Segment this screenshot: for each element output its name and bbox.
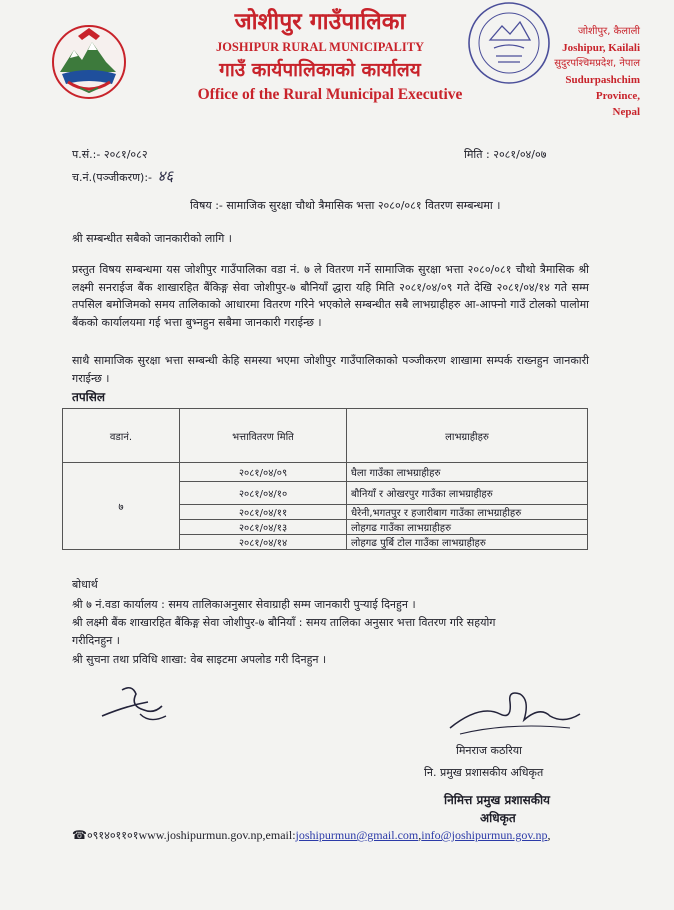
email-link-gmail[interactable]: joshipurmun@gmail.com (295, 828, 419, 842)
body-paragraph-1: प्रस्तुत विषय सम्बन्धमा यस जोशीपुर गाउँपालिका वडा नं. ७ ले वितरण गर्ने सामाजिक सुरक्षा भत्ता २०८०/०८१ चौथो त्रैमासिक श्री लक्ष्मी सनराईज बैंक शाखारहित बैंकिङ्ग सेवा जोशीपुर-७ बौनियाँ द्धारा यहि मिति २०८१/०४/०९ गते देखि २०८१/०४/१४ गते सम्म तपसिल बमोजिमको समय तालिकाको आधारमा वितरण गरिने भएकोले सम्बन्धीत सबै लाभग्राहीहरु आ-आफ्नो गाउँ टोलको पालोमा बैंकको कार्यालयमा गई भत्ता बुभ्नहुन सबैमा जानकारी गराईन्छ । (72, 263, 589, 329)
address-nepali-1: जोशीपुर, कैलाली (578, 26, 640, 37)
signatory-name: मिनराज कठरिया (456, 744, 522, 757)
table-header-row (63, 409, 588, 463)
date-cell: २०८१/०४/११ (180, 505, 347, 520)
address-nepali-2: सुदुरपश्चिमप्रदेश, नेपाल (554, 58, 640, 69)
stamp-title-line-1: निमित्त प्रमुख प्रशासकीय (444, 793, 551, 807)
body-paragraph-2: साथै सामाजिक सुरक्षा भत्ता सम्बन्धी केहि समस्या भएमा जोशीपुर गाउँपालिकाको पञ्जीकरण शाखामा सम्पर्क राख्नहुन जानकारी गराईन्छ । (72, 354, 589, 385)
salutation: श्री सम्बन्धीत सबैको जानकारीको लागि । (72, 232, 232, 245)
website-link[interactable]: www.joshipurmun.gov.np, (138, 828, 266, 842)
address-english-2: Sudurpashchim Province, (565, 74, 640, 102)
official-signature (440, 684, 590, 740)
email-separator: , (418, 828, 422, 842)
beneficiaries-cell: लोहगढ पुर्बि टोल गाउँका लाभग्राहीहरु (347, 535, 588, 550)
dispatch-number-label: च.नं.(पञ्जीकरण):- (72, 171, 153, 184)
beneficiaries-cell: घैला गाउँका लाभग्राहीहरु (347, 463, 588, 482)
dispatch-number-handwritten: ४६ (157, 167, 174, 185)
header-ward: वडानं. (63, 409, 180, 463)
distribution-schedule-table (62, 408, 588, 550)
tapasil-heading: तपसिल (72, 390, 106, 404)
contact-footer (72, 828, 551, 843)
table-row (63, 463, 588, 482)
municipality-name-english: JOSHIPUR RURAL MUNICIPALITY (215, 40, 425, 54)
beneficiaries-cell: धैरेनी,भगतपुर र हजारीबाग गाउँका लाभग्राहीहरु (347, 505, 588, 520)
date-cell: २०८१/०४/०९ (180, 463, 347, 482)
municipality-name-nepali: जोशीपुर गाउँपालिका (234, 8, 406, 35)
email-end: , (547, 828, 551, 842)
letter-date: मिति : २०८१/०४/०७ (464, 148, 547, 161)
phone-number: ०९१४०११०१ (86, 829, 139, 842)
stamp-title-line-2: अधिकृत (480, 811, 516, 825)
ward-number-cell: ७ (63, 463, 180, 550)
date-cell: २०८१/०४/१० (180, 482, 347, 505)
cc-heading: बोधार्थ (72, 578, 98, 591)
letter-subject: विषय :- सामाजिक सुरक्षा चौथो त्रैमासिक भत्ता २०८०/०८१ वितरण सम्बन्धमा । (190, 199, 501, 212)
telephone-icon: ☎ (72, 828, 87, 842)
cc-item-continued: गरीदिनहुन । (72, 634, 120, 647)
office-name-nepali: गाउँ कार्यपालिकाको कार्यालय (219, 59, 421, 81)
header-beneficiaries: लाभग्राहीहरु (347, 409, 588, 463)
address-english-3: Nepal (612, 106, 640, 118)
header-date: भत्तावितरण मिति (180, 409, 347, 463)
date-cell: २०८१/०४/१३ (180, 520, 347, 535)
address-english-1: Joshipur, Kailali (562, 42, 640, 54)
office-name-english: Office of the Rural Municipal Executive (197, 86, 463, 103)
reference-number: प.सं.:- २०८१/०८२ (72, 148, 148, 161)
cc-item: श्री लक्ष्मी बैंक शाखारहित बैंकिङ्ग सेवा जोशीपुर-७ बौनियाँ : समय तालिका अनुसार भत्ता वितरण गरि सहयोग (72, 616, 496, 629)
signatory-title: नि. प्रमुख प्रशासकीय अधिकृत (424, 766, 544, 779)
email-link-info[interactable]: info@joshipurmun.gov.np (421, 828, 548, 842)
cc-item: श्री सुचना तथा प्रविधि शाखा: वेब साइटमा अपलोड गरी दिनहुन । (72, 653, 327, 666)
email-label: email: (265, 828, 296, 842)
beneficiaries-cell: बौनियाँ र ओखरपुर गाउँका लाभग्राहीहरु (347, 482, 588, 505)
date-cell: २०८१/०४/१४ (180, 535, 347, 550)
initials-signature (96, 680, 176, 730)
beneficiaries-cell: लोहगढ गाउँका लाभग्राहीहरु (347, 520, 588, 535)
cc-item: श्री ७ नं.वडा कार्यालय : समय तालिकाअनुसार सेवाग्राही सम्म जानकारी पुऱ्याई दिनहुन । (72, 598, 416, 611)
